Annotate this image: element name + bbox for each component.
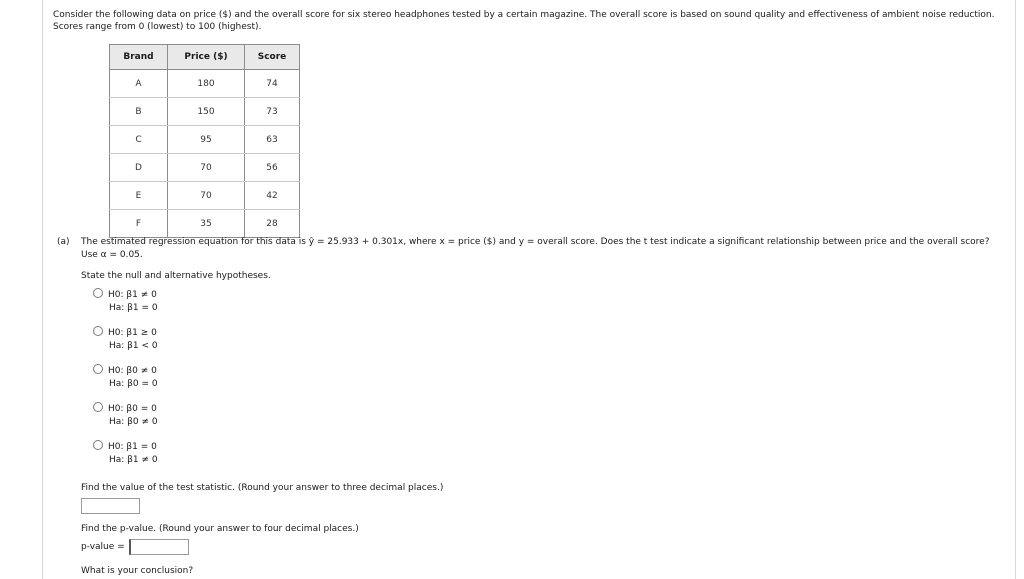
radio-button[interactable] — [93, 402, 103, 412]
hypothesis-option-2[interactable] — [93, 326, 158, 353]
pvalue-prompt: Find the p-value. (Round your answer to four decimal places.) — [81, 524, 359, 534]
hypothesis-option-3[interactable] — [93, 364, 158, 391]
test-statistic-input[interactable] — [81, 498, 140, 514]
radio-button[interactable] — [93, 326, 103, 336]
hypothesis-option-4[interactable] — [93, 402, 158, 429]
cell-price: 95 — [168, 126, 245, 154]
table-row — [110, 98, 300, 126]
option-h0: H0: β0 = 0 — [108, 404, 157, 414]
option-h0: H0: β1 ≥ 0 — [108, 328, 157, 338]
option-h0: H0: β1 ≠ 0 — [108, 290, 157, 300]
cell-score: 42 — [245, 182, 300, 210]
part-a-text: The estimated regression equation for this data is ŷ = 25.933 + 0.301x, where x = price ($) and y = overall score. Does the t test indicate a significant relationship between price and the overall score? Use α = 0.05. — [81, 237, 990, 260]
option-ha: Ha: β0 ≠ 0 — [109, 417, 158, 427]
cell-brand: C — [110, 126, 168, 154]
hypotheses-prompt: State the null and alternative hypotheses. — [81, 271, 271, 281]
hypothesis-option-1[interactable] — [93, 288, 158, 315]
conclusion-prompt: What is your conclusion? — [81, 566, 194, 576]
cell-brand: E — [110, 182, 168, 210]
test-statistic-prompt: Find the value of the test statistic. (Round your answer to three decimal places.) — [81, 483, 444, 493]
part-a-label: (a) — [57, 237, 70, 247]
cell-price: 35 — [168, 210, 245, 238]
cell-price: 180 — [168, 70, 245, 98]
hypothesis-option-5[interactable] — [93, 440, 158, 467]
header-price: Price ($) — [168, 45, 245, 70]
option-ha: Ha: β1 < 0 — [109, 341, 158, 351]
table-row — [110, 154, 300, 182]
table-row — [110, 182, 300, 210]
cell-brand: A — [110, 70, 168, 98]
cell-price: 70 — [168, 182, 245, 210]
cell-score: 74 — [245, 70, 300, 98]
option-ha: Ha: β1 = 0 — [109, 303, 158, 313]
option-ha: Ha: β1 ≠ 0 — [109, 455, 158, 465]
cell-score: 56 — [245, 154, 300, 182]
radio-button[interactable] — [93, 440, 103, 450]
table-row — [110, 70, 300, 98]
radio-button[interactable] — [93, 288, 103, 298]
radio-button[interactable] — [93, 364, 103, 374]
data-table — [109, 44, 300, 238]
cell-score: 73 — [245, 98, 300, 126]
cell-brand: D — [110, 154, 168, 182]
table-row — [110, 126, 300, 154]
cell-score: 28 — [245, 210, 300, 238]
table-row — [110, 210, 300, 238]
option-ha: Ha: β0 = 0 — [109, 379, 158, 389]
cell-brand: B — [110, 98, 168, 126]
header-score: Score — [245, 45, 300, 70]
header-brand: Brand — [110, 45, 168, 70]
cell-price: 150 — [168, 98, 245, 126]
cell-price: 70 — [168, 154, 245, 182]
table-header-row — [110, 45, 300, 70]
cell-brand: F — [110, 210, 168, 238]
option-h0: H0: β1 = 0 — [108, 442, 157, 452]
problem-intro: Consider the following data on price ($) and the overall score for six stereo headphones tested by a certain magazine. The overall score is based on sound quality and effectiveness of ambient noise reduction. Scores range from 0 (lowest) to 100 (highest). — [53, 10, 995, 32]
cell-score: 63 — [245, 126, 300, 154]
pvalue-label: p-value = — [81, 542, 125, 552]
pvalue-input[interactable] — [129, 539, 189, 555]
option-h0: H0: β0 ≠ 0 — [108, 366, 157, 376]
